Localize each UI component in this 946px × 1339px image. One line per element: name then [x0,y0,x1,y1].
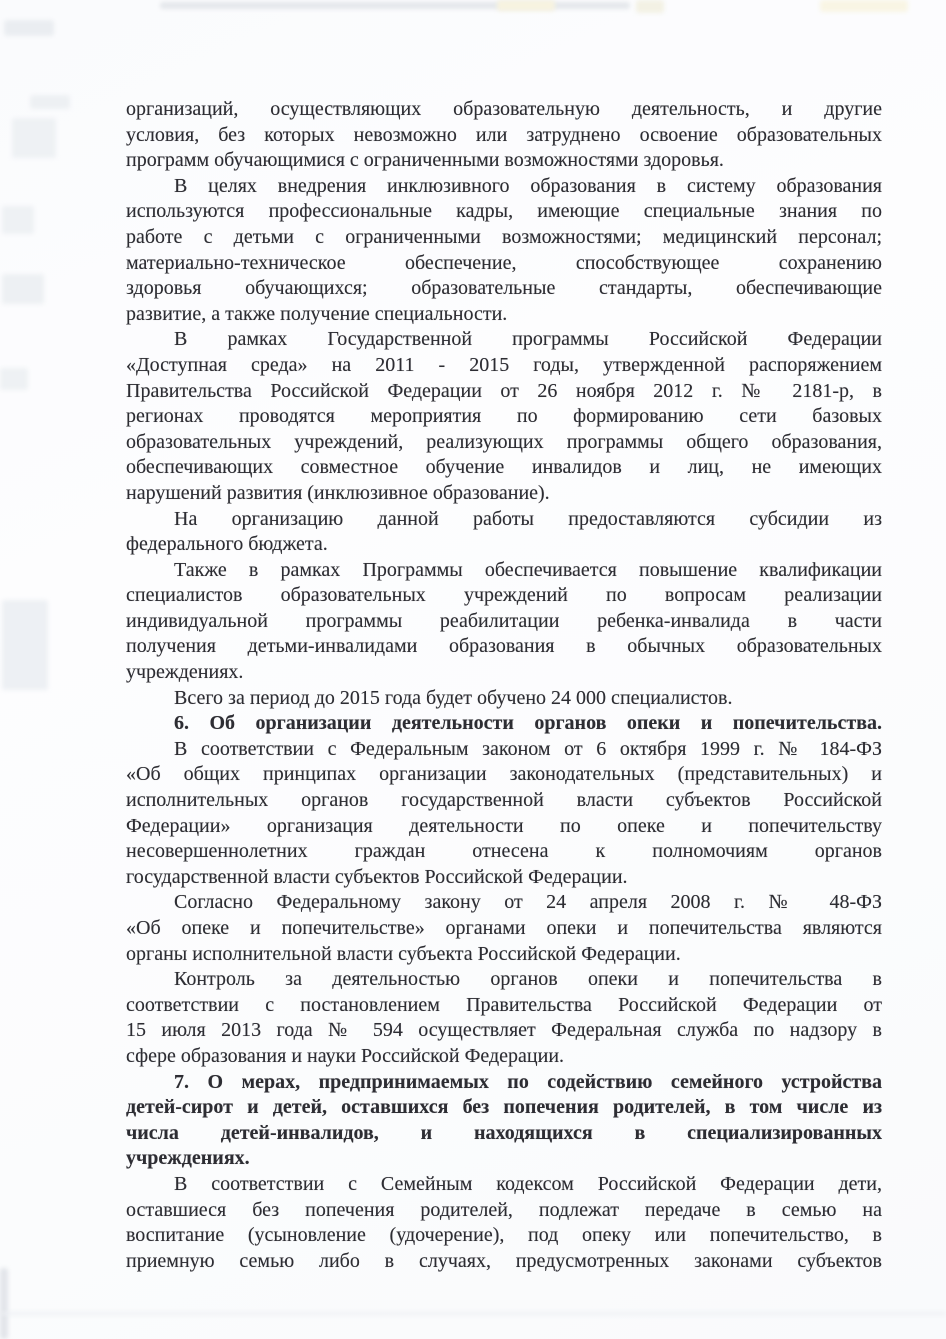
text-line: «Об опеке и попечительстве» органами опеки и попечительства являются [126,917,882,939]
text-line: 6. Об организации деятельности органов опеки и попечительства. [174,712,882,735]
text-line: 7. О мерах, предпринимаемых по содействию семейного устройства [174,1070,882,1093]
text-line: государственной власти субъектов Российской Федерации. [126,865,628,888]
scan-artifact [0,1312,946,1315]
text-line: сфере образования и науки Российской Федерации. [126,1044,565,1067]
scan-artifact [497,0,555,11]
scan-artifact [30,95,70,109]
paragraph [126,890,882,967]
scan-artifact [0,368,28,390]
text-line: органы исполнительной власти субъекта Российской Федерации. [126,942,681,965]
text-line: программ обучающимися с ограниченными возможностями здоровья. [126,149,724,172]
scan-artifact [2,206,34,234]
text-line: нарушений развития (инклюзивное образование). [126,481,550,504]
paragraph [126,1172,882,1274]
section-heading [126,711,882,737]
text-line: учреждениях. [126,1147,250,1170]
text-line: исполнительных органов государственной власти субъектов Российской [126,789,882,812]
text-line: «Об общих принципах организации законодательных (представительных) и [126,763,882,786]
text-line: работе с детьми с ограниченными возможностями; медицинский персонал; [126,225,882,248]
text-line: получения детьми-инвалидами образования в обычных образовательных [126,635,882,658]
text-line: «Доступная среда» на 2011 - 2015 годы, утвержденной распоряжением [126,353,882,376]
scan-artifact [160,2,630,9]
text-line: детей-сирот и детей, оставшихся без попечения родителей, в том числе из [126,1096,882,1119]
scan-artifact [0,1268,8,1339]
text-line: Контроль за деятельностью органов опеки и попечительства в [174,968,882,991]
text-line: используются профессиональные кадры, имеющие специальные знания по [126,200,882,223]
text-line: приемную семью либо в случаях, предусмотренных законами субъектов [126,1249,882,1272]
text-line: оставшиеся без попечения родителей, подлежат передаче в семью на [126,1198,882,1221]
text-line: воспитание (усыновление (удочерение), под опеку или попечительство, в [126,1224,882,1247]
text-line: В соответствии с Федеральным законом от 6 октября 1999 г. № 184-ФЗ [174,737,882,760]
paragraph [126,174,882,328]
text-line: Всего за период до 2015 года будет обучено 24 000 специалистов. [174,686,733,709]
text-line: несовершеннолетних граждан отнесена к полномочиям органов [126,840,882,863]
text-line: В соответствии с Семейным кодексом Российской Федерации дети, [174,1172,882,1195]
text-line: Согласно Федеральному закону от 24 апреля 2008 г. № 48-ФЗ [174,891,882,914]
paragraph [126,97,882,174]
text-line: В целях внедрения инклюзивного образования в систему образования [174,174,882,197]
document-text-block [126,97,882,1274]
text-line: Правительства Российской Федерации от 26 ноября 2012 г. № 2181-р, в [126,379,882,402]
text-line: материально-техническое обеспечение, способствующее сохранению [126,251,882,274]
text-line: Также в рамках Программы обеспечивается повышение квалификации [174,558,882,581]
text-line: индивидуальной программы реабилитации ребенка-инвалида в части [126,609,882,632]
text-line: развитие, а также получение специальности. [126,302,508,325]
text-line: регионах проводятся мероприятия по формированию сети базовых [126,405,882,428]
scan-artifact [4,20,54,36]
text-line: На организацию данной работы предоставляются субсидии из [174,507,882,530]
text-line: организаций, осуществляющих образовательную деятельность, и другие [126,98,882,120]
paragraph [126,967,882,1069]
text-line: соответствии с постановлением Правительства Российской Федерации от [126,993,882,1016]
text-line: 15 июля 2013 года № 594 осуществляет Федеральная служба по надзору в [126,1019,882,1042]
paragraph [126,686,882,712]
paragraph [126,737,882,891]
paragraph [126,558,882,686]
text-line: Федерации» организация деятельности по опеке и попечительству [126,814,882,837]
scan-artifact [2,600,48,690]
scan-artifact [2,274,44,304]
scan-artifact [12,118,56,158]
section-heading [126,1070,882,1172]
scan-artifact [636,0,664,13]
text-line: В рамках Государственной программы Российской Федерации [174,328,882,351]
paragraph [126,327,882,506]
text-line: здоровья обучающихся; образовательные стандарты, обеспечивающие [126,277,882,300]
text-line: специалистов образовательных учреждений по вопросам реализации [126,584,882,607]
paragraph [126,507,882,558]
text-line: образовательных учреждений, реализующих программы общего образования, [126,430,882,453]
text-line: числа детей-инвалидов, и находящихся в специализированных [126,1121,882,1144]
text-line: учреждениях. [126,661,244,684]
text-line: федерального бюджета. [126,533,328,556]
scan-artifact [820,0,908,12]
text-line: обеспечивающих совместное обучение инвалидов и лиц, не имеющих [126,456,882,479]
text-line: условия, без которых невозможно или затруднено освоение образовательных [126,123,882,146]
